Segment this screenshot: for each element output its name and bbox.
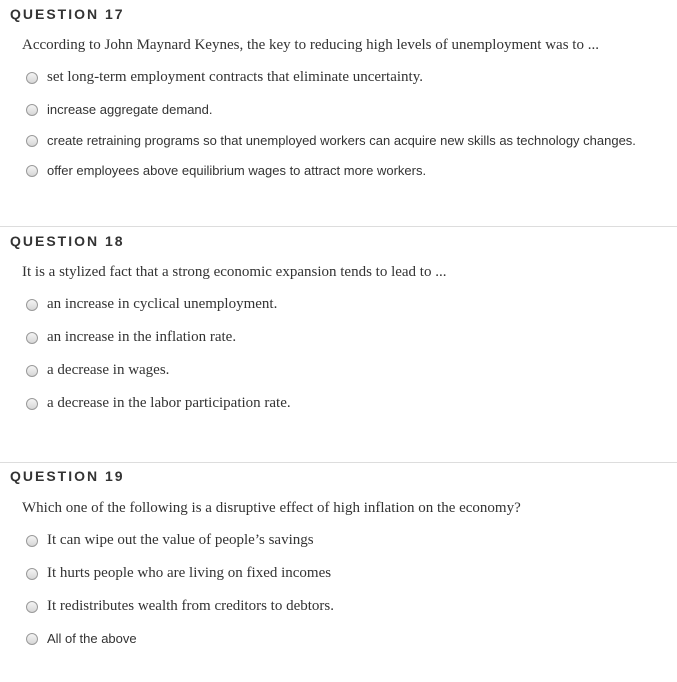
question-19-text: Which one of the following is a disruptive effect of high inflation on the economy? bbox=[22, 500, 521, 516]
question-19-heading: QUESTION 19 bbox=[10, 468, 125, 484]
option-label: an increase in the inflation rate. bbox=[47, 329, 237, 345]
radio-button[interactable] bbox=[26, 398, 38, 410]
radio-button[interactable] bbox=[26, 135, 38, 147]
radio-button[interactable] bbox=[26, 601, 38, 613]
option-label: increase aggregate demand. bbox=[47, 102, 213, 117]
radio-button[interactable] bbox=[26, 568, 38, 580]
q17-option-4[interactable] bbox=[26, 163, 426, 178]
option-label: All of the above bbox=[47, 631, 137, 646]
option-label: offer employees above equilibrium wages to attract more workers. bbox=[47, 163, 427, 178]
q17-option-1[interactable] bbox=[26, 69, 423, 86]
question-17-text: According to John Maynard Keynes, the key to reducing high levels of unemployment was to ... bbox=[22, 37, 599, 53]
option-label: It can wipe out the value of people’s savings bbox=[47, 532, 314, 548]
radio-button[interactable] bbox=[26, 535, 38, 547]
radio-button[interactable] bbox=[26, 332, 38, 344]
option-label: It hurts people who are living on fixed incomes bbox=[47, 565, 332, 581]
question-18-text: It is a stylized fact that a strong economic expansion tends to lead to ... bbox=[22, 264, 447, 280]
q19-option-2[interactable] bbox=[26, 565, 331, 582]
radio-button[interactable] bbox=[26, 299, 38, 311]
q18-option-4[interactable] bbox=[26, 395, 291, 412]
q19-option-3[interactable] bbox=[26, 598, 334, 615]
q18-option-2[interactable] bbox=[26, 329, 236, 346]
radio-button[interactable] bbox=[26, 104, 38, 116]
radio-button[interactable] bbox=[26, 72, 38, 84]
option-label: It redistributes wealth from creditors to debtors. bbox=[47, 598, 335, 614]
radio-button[interactable] bbox=[26, 633, 38, 645]
option-label: an increase in cyclical unemployment. bbox=[47, 296, 278, 312]
radio-button[interactable] bbox=[26, 165, 38, 177]
question-18-heading: QUESTION 18 bbox=[10, 233, 125, 249]
question-17-heading: QUESTION 17 bbox=[10, 6, 125, 22]
q19-option-1[interactable] bbox=[26, 532, 314, 549]
q18-option-1[interactable] bbox=[26, 296, 277, 313]
radio-button[interactable] bbox=[26, 365, 38, 377]
q19-option-4[interactable] bbox=[26, 631, 137, 646]
option-label: a decrease in wages. bbox=[47, 362, 170, 378]
option-label: a decrease in the labor participation rate. bbox=[47, 395, 291, 411]
question-divider bbox=[0, 226, 677, 227]
q18-option-3[interactable] bbox=[26, 362, 169, 379]
q17-option-3[interactable] bbox=[26, 133, 636, 148]
option-label: create retraining programs so that unemployed workers can acquire new skills as technology changes. bbox=[47, 133, 636, 148]
question-divider bbox=[0, 462, 677, 463]
option-label: set long-term employment contracts that eliminate uncertainty. bbox=[47, 69, 423, 85]
q17-option-2[interactable] bbox=[26, 102, 213, 117]
